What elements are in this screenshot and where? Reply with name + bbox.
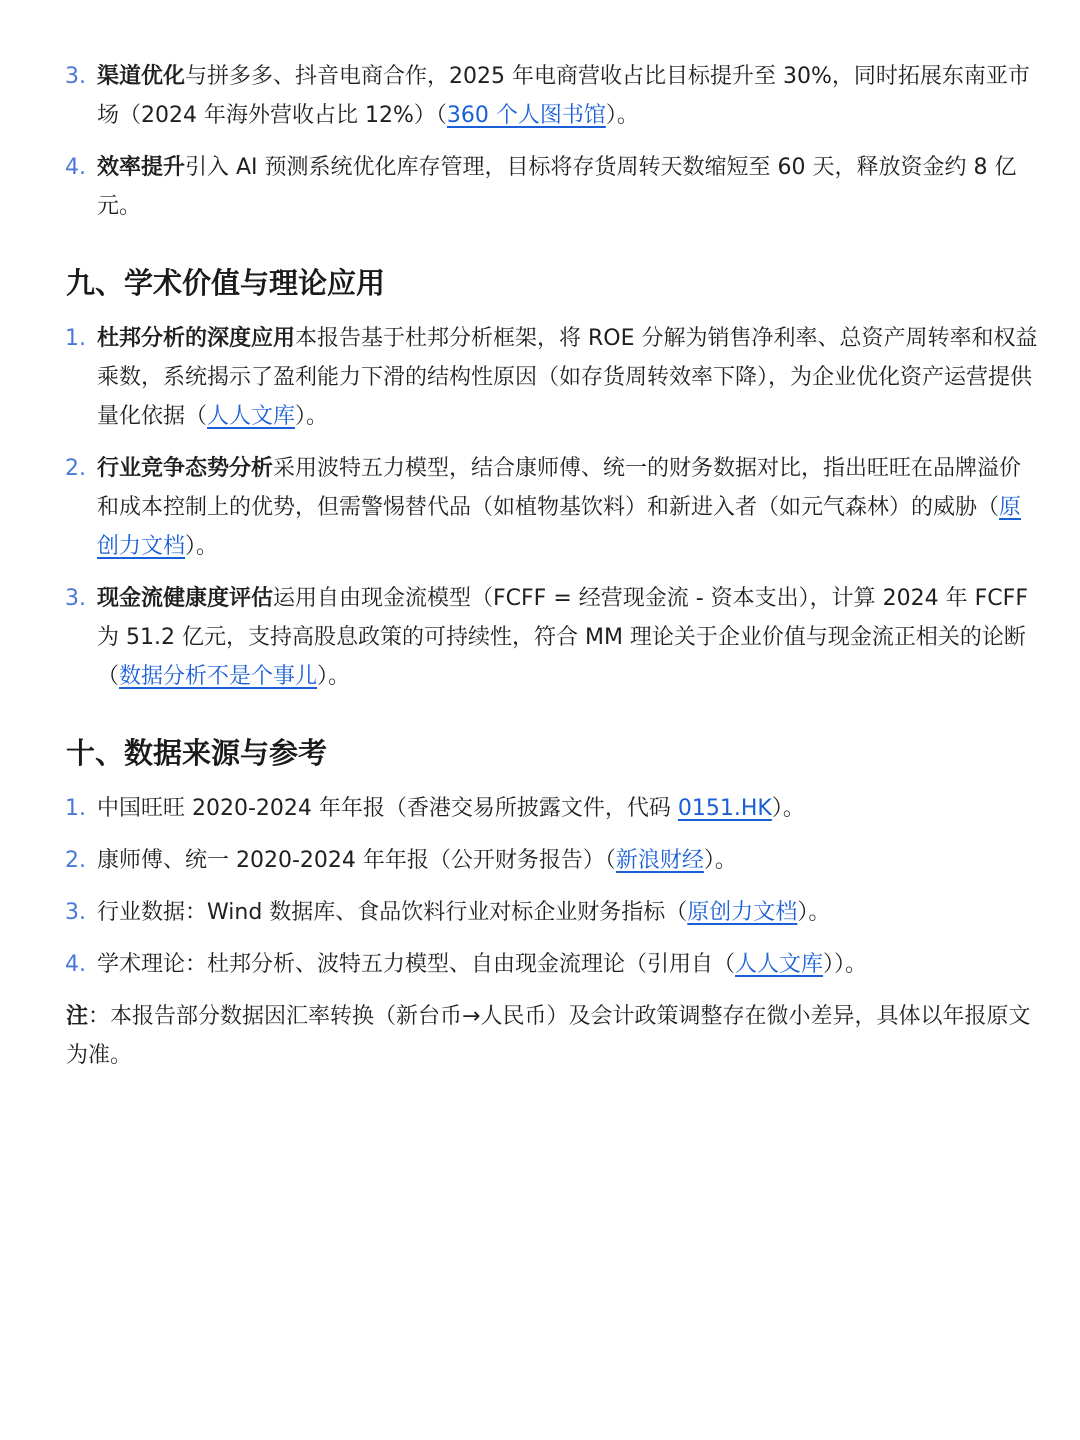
footnote	[66, 997, 1042, 1075]
list-number: 3.	[65, 900, 86, 925]
item-title: 现金流健康度评估	[97, 586, 274, 611]
item-text: 行业数据：Wind 数据库、食品饮料行业对标企业财务指标（	[97, 900, 688, 925]
item-text-tail: ））。	[823, 952, 868, 977]
list-number: 4.	[65, 952, 86, 977]
section-heading: 十、数据来源与参考	[66, 736, 328, 770]
list-item	[66, 945, 1042, 984]
source-link[interactable]: 360 个人图书馆	[446, 103, 606, 128]
item-title: 杜邦分析的深度应用	[97, 326, 296, 351]
item-text-tail: ）。	[185, 534, 219, 559]
section-heading: 九、学术价值与理论应用	[66, 266, 386, 300]
item-title: 效率提升	[97, 155, 186, 180]
list-item	[66, 893, 1042, 932]
list-item	[66, 579, 1042, 696]
item-text: 与拼多多、抖音电商合作，2025 年电商营收占比目标提升至 30%，同时拓展东南亚市场（2024 年海外营收占比 12%）（	[97, 64, 1030, 128]
list-number: 3.	[65, 64, 86, 89]
list-number: 4.	[65, 155, 86, 180]
source-link[interactable]: 人人文库	[207, 404, 296, 429]
list-item	[66, 319, 1042, 436]
note-text: ：本报告部分数据因汇率转换（新台币→人民币）及会计政策调整存在微小差异，具体以年报原文为准。	[66, 1004, 1031, 1068]
item-text: 运用自由现金流模型（FCFF = 经营现金流 - 资本支出），计算 2024 年 FCFF 为 51.2 亿元，支持高股息政策的可持续性，符合 MM 理论关于企业价值与现金流正相关的论断（	[97, 586, 1028, 689]
source-link[interactable]: 原创力文档	[97, 495, 1022, 559]
item-text: 采用波特五力模型，结合康师傅、统一的财务数据对比，指出旺旺在品牌溢价和成本控制上的优势，但需警惕替代品（如植物基饮料）和新进入者（如元气森林）的威胁（	[97, 456, 1022, 520]
item-text: 本报告基于杜邦分析框架，将 ROE 分解为销售净利率、总资产周转率和权益乘数，系统揭示了盈利能力下滑的结构性原因（如存货周转效率下降），为企业优化资产运营提供量化依据（	[97, 326, 1038, 429]
item-text-tail: ）。	[703, 848, 737, 873]
item-text-tail: ）。	[797, 900, 831, 925]
list-item	[66, 789, 1042, 828]
item-title: 渠道优化	[97, 64, 186, 89]
item-text: 康师傅、统一 2020-2024 年年报（公开财务报告）（	[97, 848, 616, 873]
source-link[interactable]: 新浪财经	[615, 848, 704, 873]
source-link[interactable]: 人人文库	[735, 952, 824, 977]
academic-value-list	[66, 319, 1042, 696]
list-item	[66, 841, 1042, 880]
item-text-tail: ）。	[295, 404, 329, 429]
references-list	[66, 789, 1042, 984]
item-text-tail: ）。	[605, 103, 639, 128]
list-number: 2.	[65, 456, 86, 481]
list-number: 1.	[65, 326, 86, 351]
list-number: 1.	[65, 796, 86, 821]
source-link[interactable]: 0151.HK	[677, 796, 772, 821]
note-label: 注	[66, 1004, 89, 1029]
source-link[interactable]: 数据分析不是个事儿	[119, 664, 318, 689]
item-text: 中国旺旺 2020-2024 年年报（香港交易所披露文件，代码	[97, 796, 678, 821]
item-text: 引入 AI 预测系统优化库存管理，目标将存货周转天数缩短至 60 天，释放资金约 8 亿元。	[97, 155, 1017, 219]
strategy-list	[66, 57, 1042, 226]
item-title: 行业竞争态势分析	[97, 456, 274, 481]
source-link[interactable]: 原创力文档	[687, 900, 798, 925]
list-item	[66, 57, 1042, 135]
list-item	[66, 449, 1042, 566]
item-text-tail: ）。	[771, 796, 805, 821]
item-text-tail: ）。	[317, 664, 351, 689]
item-text: 学术理论：杜邦分析、波特五力模型、自由现金流理论（引用自（	[97, 952, 736, 977]
list-number: 2.	[65, 848, 86, 873]
list-item	[66, 148, 1042, 226]
list-number: 3.	[65, 586, 86, 611]
